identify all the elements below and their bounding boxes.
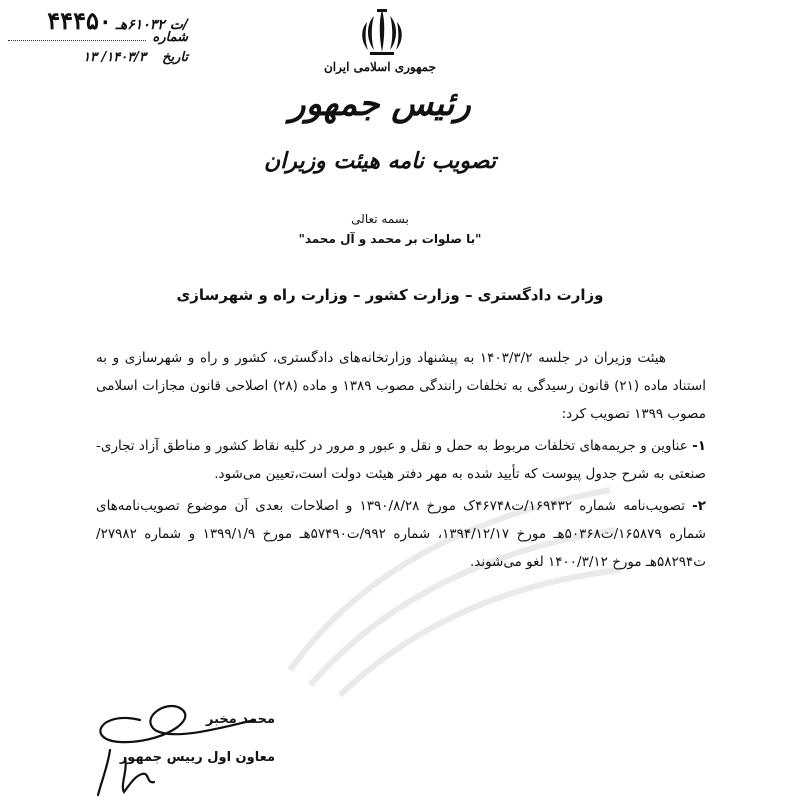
item-1-text: عناوین و جریمه‌های تخلفات مربوط به حمل و نقل و عبور و مرور در کلیه نقاط کشور و مناطق آزاد تجاری- صنعتی به شرح جدول پیوست که تأیید شده به مهر دفتر هیئت دولت است،تعیین می‌شود.	[96, 438, 706, 482]
item-2-number: ۲-	[692, 498, 706, 514]
date-row	[8, 50, 188, 72]
resolution-body	[96, 344, 706, 580]
item-2	[96, 492, 706, 576]
president-heading: رئیس جمهور	[289, 84, 471, 124]
signatory-name: محمد مخبر	[206, 712, 275, 727]
number-label-row	[8, 28, 188, 50]
item-1	[96, 432, 706, 488]
resolution-heading: تصویب نامه هیئت وزیران	[264, 148, 496, 174]
item-2-text: تصویب‌نامه شماره ۱۶۹۴۳۲/ت۴۶۷۴۸ک مورخ ۱۳۹۰/۸/۲۸ و اصلاحات بعدی آن موضوع تصویب‌نامه‌های شماره ۱۶۵۸۷۹/ت۵۰۳۶۸هـ مورخ ۱۳۹۴/۱۲/۱۷، شماره ۹۹۲/ت۵۷۴۹۰هـ مورخ ۱۳۹۹/۱/۹ و شماره ۲۷۹۸۲/ت۵۸۲۹۴هـ مورخ ۱۴۰۰/۳/۱۲ لغو می‌شوند.	[96, 498, 706, 570]
republic-heading: جمهوری اسلامی ایران	[323, 60, 437, 74]
signatory-title: معاون اول رییس جمهور	[119, 750, 275, 765]
number-dotted-line	[8, 28, 146, 41]
date-value: ۱۴۰۳/۳/ ۱۳	[83, 50, 146, 65]
bismillah: بسمه تعالی	[351, 212, 409, 226]
intro-paragraph: هیئت وزیران در جلسه ۱۴۰۳/۳/۲ به پیشنهاد وزارتخانه‌های دادگستری، کشور و راه و شهرسازی و به استناد ماده (۲۱) قانون رسیدگی به تخلفات رانندگی مصوب ۱۳۸۹ و ماده (۲۸) اصلاحی قانون مجازات اسلامی مصوب ۱۳۹۹ تصویب کرد:	[96, 350, 706, 422]
number-label: شماره	[152, 30, 188, 45]
salawat: "با صلوات بر محمد و آل محمد"	[298, 232, 482, 246]
addressee-ministries: وزارت دادگستری – وزارت کشور – وزارت راه و شهرسازی	[176, 286, 604, 304]
number-row	[8, 6, 188, 35]
handwritten-signature	[80, 680, 270, 800]
reference-number: /ت ۶۱۰۳۲هـ	[115, 17, 188, 33]
document-meta	[8, 6, 188, 72]
date-label: تاریخ	[162, 50, 188, 65]
serial-number: ۴۴۴۵۰	[47, 6, 112, 35]
iran-emblem-icon	[356, 6, 408, 58]
item-1-number: ۱-	[692, 438, 706, 454]
